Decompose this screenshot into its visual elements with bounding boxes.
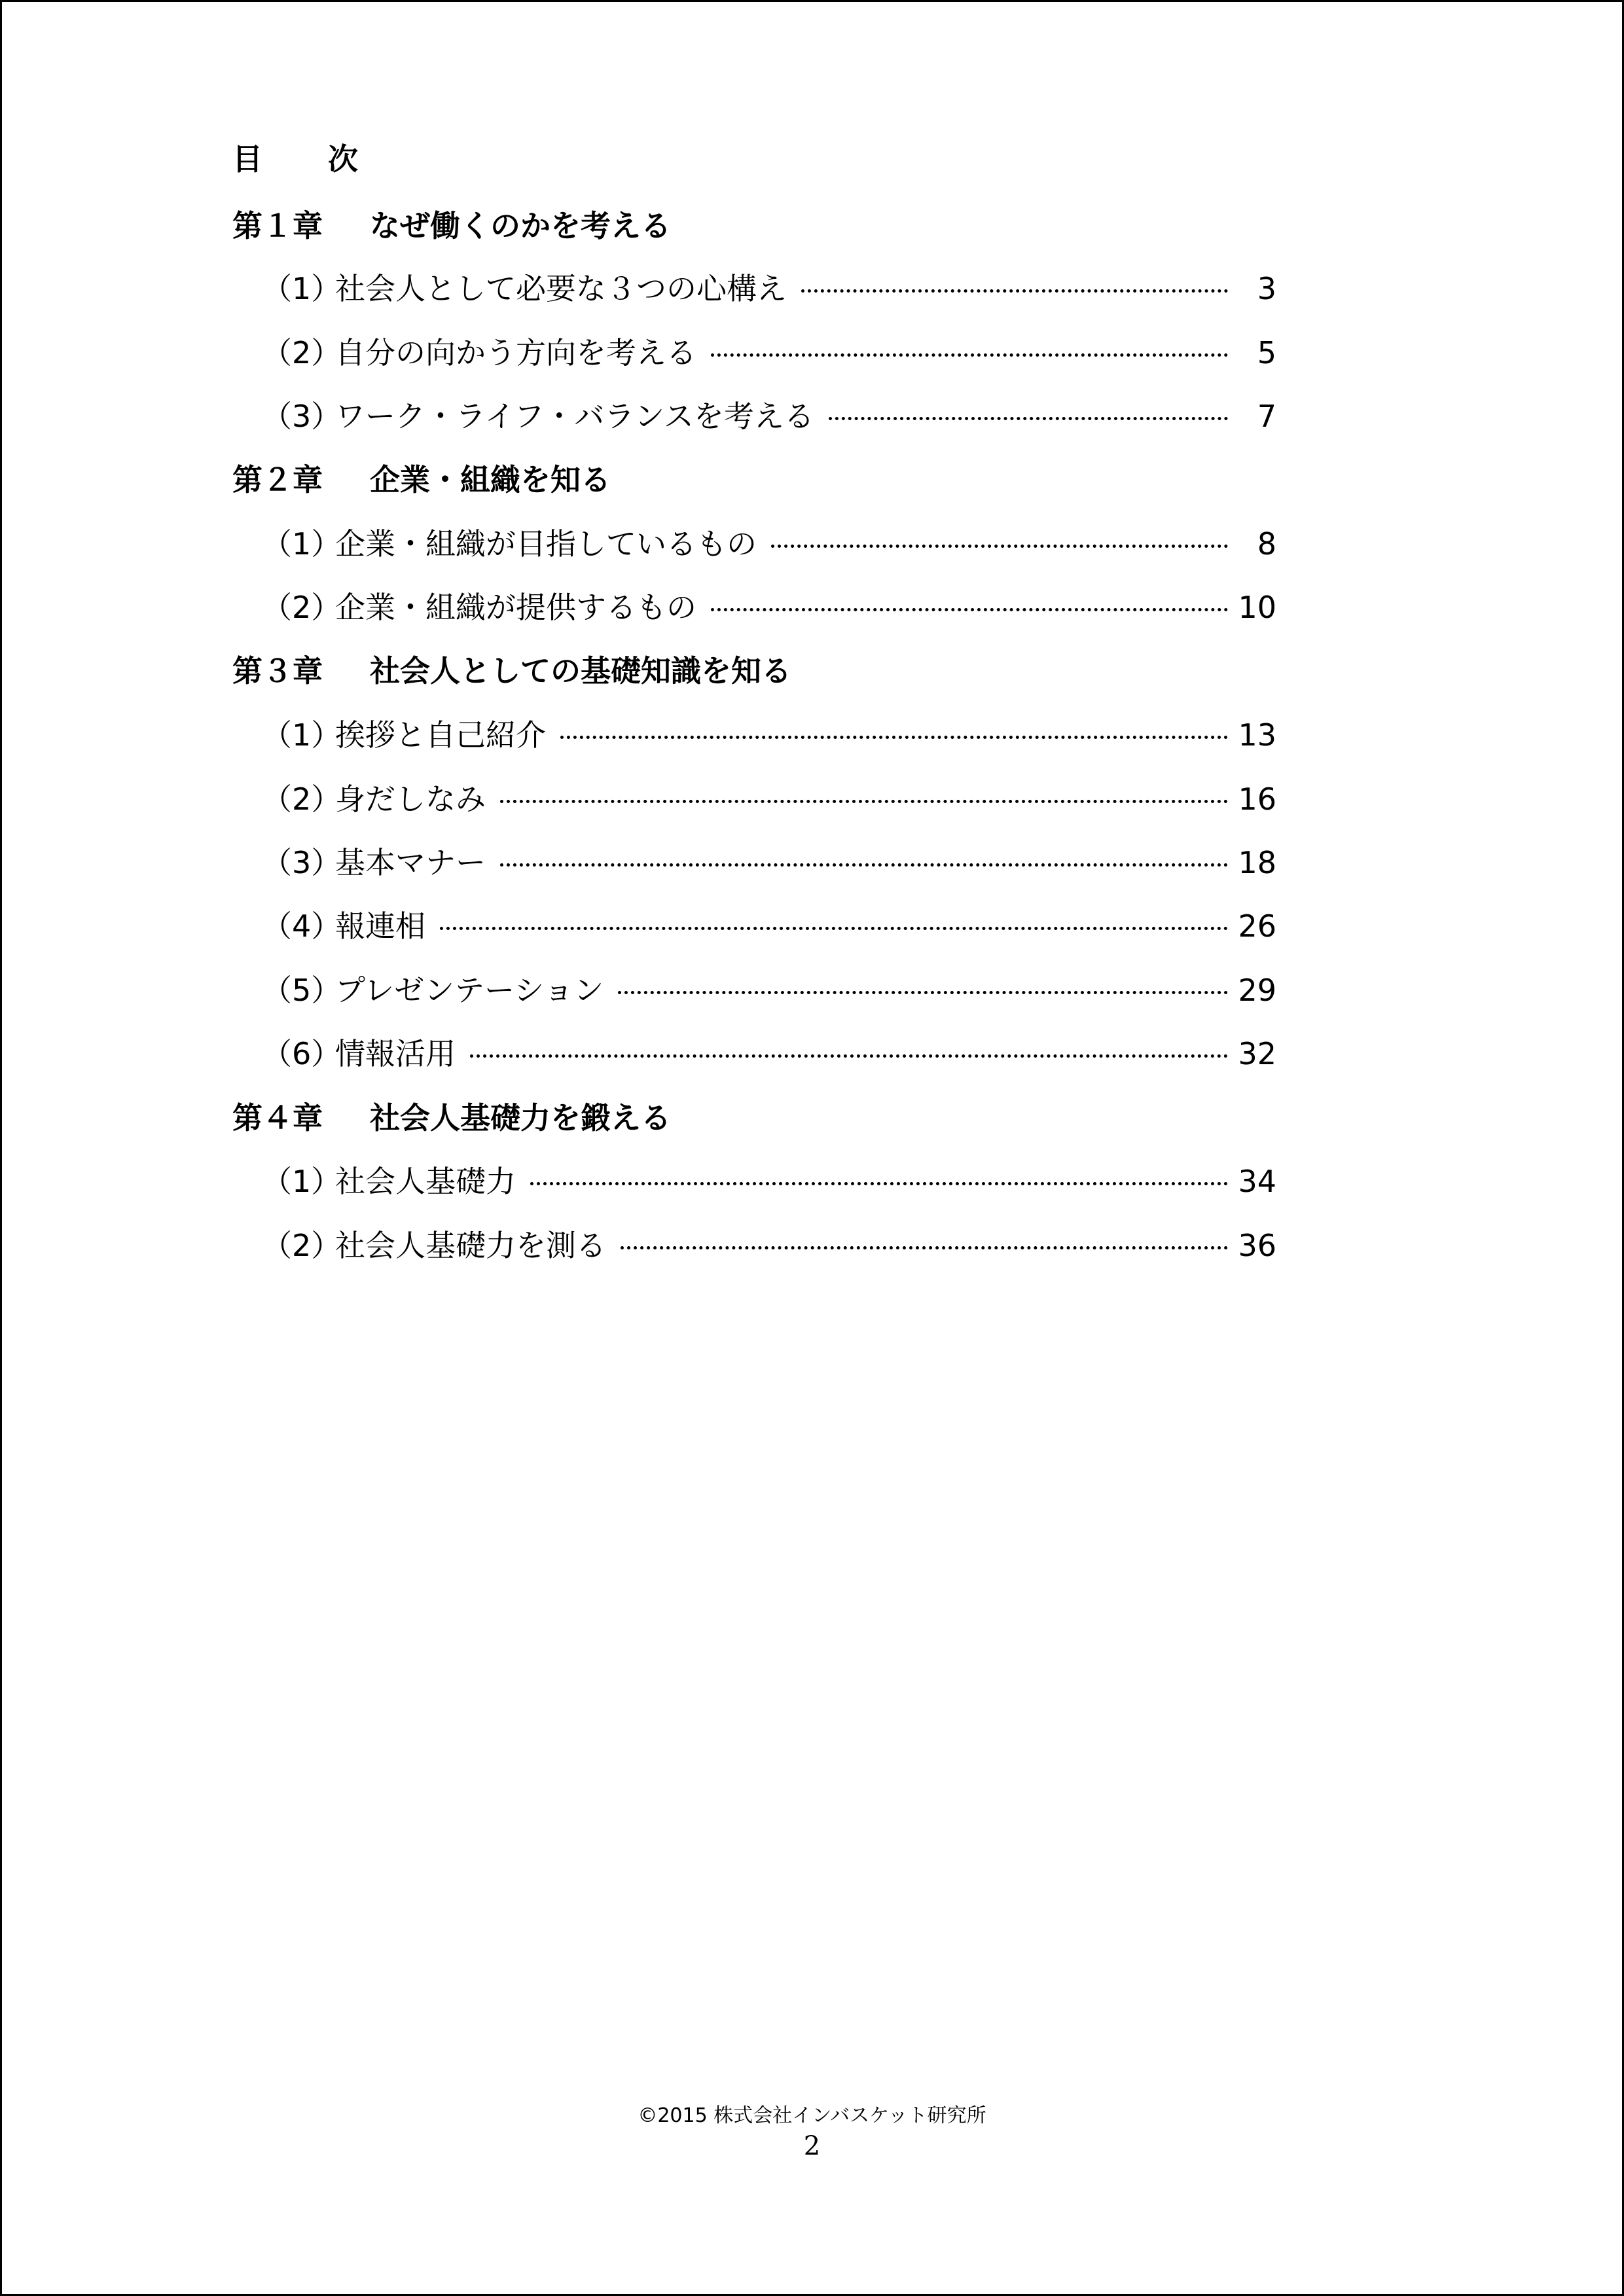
entry-number: （2） — [262, 335, 342, 370]
entry-number: （6） — [262, 1036, 342, 1071]
entry-number: （1） — [262, 1164, 342, 1199]
toc-entry — [262, 266, 1276, 312]
entry-title: 挨拶と自己紹介 — [335, 717, 546, 753]
entry-title: 基本マナー — [335, 845, 486, 880]
toc-entry — [262, 1158, 1276, 1204]
toc-entry — [262, 776, 1276, 822]
toc-entry — [262, 967, 1276, 1013]
entry-title: 企業・組織が提供するもの — [335, 590, 696, 625]
dot-leader — [500, 863, 1228, 867]
toc-entry — [262, 584, 1276, 630]
entry-number: （1） — [262, 526, 342, 562]
chapter-4-heading — [232, 1095, 671, 1141]
toc-entry — [262, 712, 1276, 758]
entry-number: （3） — [262, 399, 342, 434]
chapter-label: 第２章 — [232, 462, 323, 497]
chapter-title: なぜ働くのかを考える — [370, 208, 671, 243]
entry-number: （1） — [262, 271, 342, 306]
toc-entry — [262, 393, 1276, 439]
entry-page-number: 36 — [1238, 1228, 1276, 1263]
dot-leader — [801, 289, 1228, 293]
entry-page-number: 32 — [1238, 1036, 1276, 1071]
entry-title: 身だしなみ — [335, 781, 486, 817]
toc-entry — [262, 1031, 1276, 1077]
dot-leader — [560, 736, 1228, 739]
dot-leader — [771, 545, 1228, 548]
entry-page-number: 3 — [1257, 271, 1276, 306]
entry-page-number: 26 — [1238, 908, 1276, 944]
entry-title: 社会人基礎力を測る — [335, 1228, 606, 1263]
dot-leader — [530, 1182, 1228, 1185]
dot-leader — [711, 608, 1228, 611]
entry-number: （3） — [262, 845, 342, 880]
toc-entry — [262, 330, 1276, 376]
chapter-label: 第１章 — [232, 208, 323, 243]
entry-title: 情報活用 — [335, 1036, 456, 1071]
entry-title: 企業・組織が目指しているもの — [335, 526, 757, 562]
dot-leader — [500, 800, 1228, 803]
entry-title: プレゼンテーション — [335, 973, 604, 1008]
entry-page-number: 16 — [1238, 781, 1276, 817]
dot-leader — [711, 353, 1228, 357]
entry-page-number: 7 — [1257, 399, 1276, 434]
entry-title: 社会人として必要な３つの心構え — [335, 271, 787, 306]
dot-leader — [829, 417, 1228, 420]
entry-page-number: 8 — [1257, 526, 1276, 562]
entry-number: （2） — [262, 590, 342, 625]
footer-copyright: ©2015 株式会社インバスケット研究所 — [638, 2104, 986, 2127]
entry-title: 社会人基礎力 — [335, 1164, 516, 1199]
chapter-1-heading — [232, 203, 671, 249]
dot-leader — [440, 927, 1228, 930]
dot-leader — [470, 1054, 1228, 1058]
entry-title: 報連相 — [335, 908, 425, 944]
entry-page-number: 29 — [1238, 973, 1276, 1008]
entry-page-number: 18 — [1238, 845, 1276, 880]
entry-page-number: 13 — [1238, 717, 1276, 753]
toc-title-right: 次 — [328, 141, 358, 177]
toc-entry — [262, 903, 1276, 949]
toc-title-left: 目 — [232, 141, 262, 177]
toc-title — [232, 136, 358, 182]
entry-number: （5） — [262, 973, 342, 1008]
chapter-label: 第４章 — [232, 1100, 323, 1136]
entry-page-number: 5 — [1257, 335, 1276, 370]
entry-number: （2） — [262, 1228, 342, 1263]
entry-title: ワーク・ライフ・バランスを考える — [335, 399, 814, 434]
chapter-3-heading — [232, 648, 791, 694]
toc-entry — [262, 1223, 1276, 1268]
dot-leader — [618, 991, 1228, 994]
chapter-title: 社会人基礎力を鍛える — [370, 1100, 671, 1136]
toc-entry — [262, 521, 1276, 567]
chapter-title: 企業・組織を知る — [370, 462, 611, 497]
entry-page-number: 34 — [1238, 1164, 1276, 1199]
chapter-2-heading — [232, 457, 611, 503]
footer-page-number: 2 — [803, 2131, 821, 2161]
entry-page-number: 10 — [1238, 590, 1276, 625]
chapter-title: 社会人としての基礎知識を知る — [370, 653, 791, 689]
toc-entry — [262, 840, 1276, 886]
entry-number: （2） — [262, 781, 342, 817]
entry-number: （4） — [262, 908, 342, 944]
chapter-label: 第３章 — [232, 653, 323, 689]
dot-leader — [621, 1246, 1228, 1249]
entry-number: （1） — [262, 717, 342, 753]
entry-title: 自分の向かう方向を考える — [335, 335, 696, 370]
